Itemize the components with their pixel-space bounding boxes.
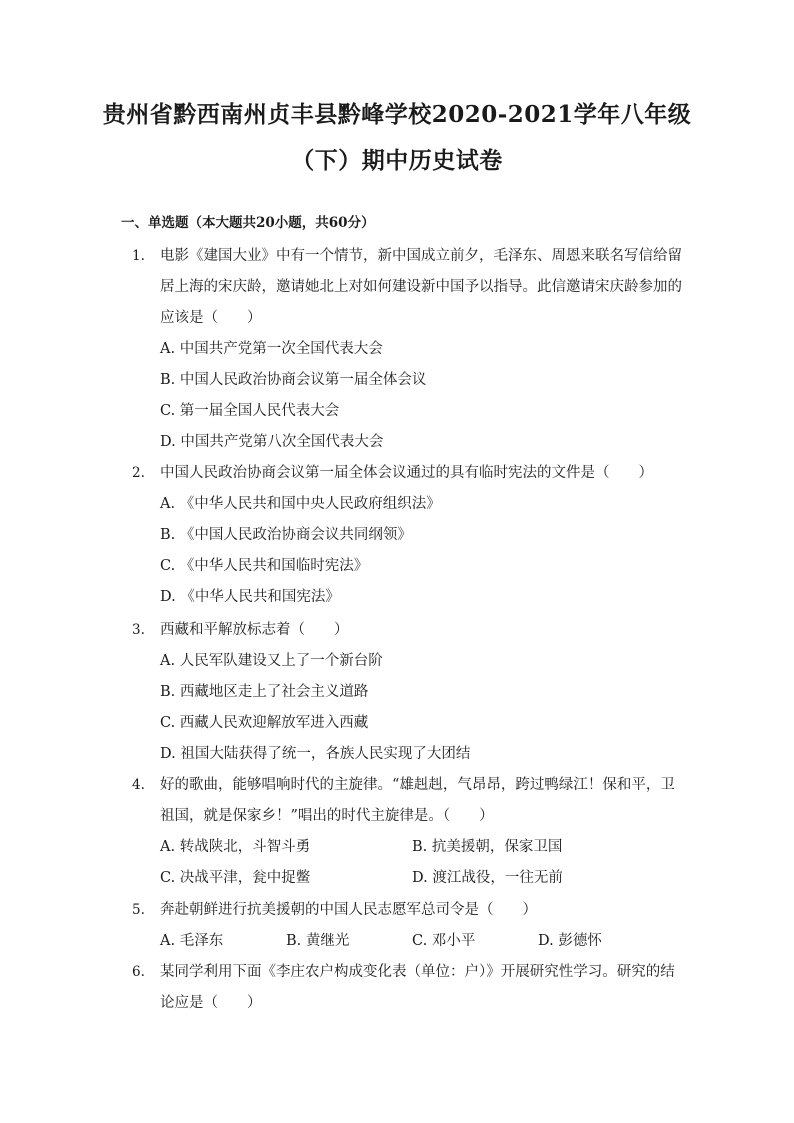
question-2-option-a: A. 《中华人民共和国中央人民政府组织法》	[160, 496, 441, 512]
question-3-option-b: B. 西藏地区走上了社会主义道路	[160, 684, 369, 700]
question-number: 1.	[132, 248, 145, 264]
question-4-text-line-1: 好的歌曲，能够唱响时代的主旋律。“雄赳赳，气昂昂，跨过鸭绿江！保和平，卫	[160, 777, 675, 793]
question-5-option-b: B. 黄继光	[286, 933, 350, 949]
question-5-option-a: A. 毛泽东	[160, 933, 224, 949]
question-2-text-line-1: 中国人民政治协商会议第一届全体会议通过的具有临时宪法的文件是（ ）	[160, 465, 653, 481]
question-1-option-b: B. 中国人民政治协商会议第一届全体会议	[160, 372, 427, 388]
question-4-option-b: B. 抗美援朝，保家卫国	[412, 839, 563, 855]
question-number: 6.	[132, 964, 145, 980]
question-2-option-b: B. 《中国人民政治协商会议共同纲领》	[160, 527, 412, 543]
question-number: 2.	[132, 465, 145, 481]
exam-title-line-2: （下）期中历史试卷	[291, 147, 503, 174]
exam-title-line-1: 贵州省黔西南州贞丰县黔峰学校2020-2021学年八年级	[102, 101, 692, 128]
question-6-text-line-2: 论应是（ ）	[160, 995, 262, 1011]
question-5-option-c: C. 邓小平	[412, 933, 476, 949]
question-4-text-line-2: 祖国，就是保家乡！”唱出的时代主旋律是。（ ）	[160, 808, 494, 824]
question-3-option-d: D. 祖国大陆获得了统一，各族人民实现了大团结	[160, 746, 471, 762]
question-6-text-line-1: 某同学利用下面《李庄农户构成变化表（单位：户）》开展研究性学习。研究的结	[160, 964, 675, 980]
question-4-option-c: C. 决战平津，瓮中捉鳖	[160, 870, 311, 886]
question-1-text-line-1: 电影《建国大业》中有一个情节，新中国成立前夕，毛泽东、周恩来联名写信给留	[160, 248, 682, 264]
question-3-option-c: C. 西藏人民欢迎解放军进入西藏	[160, 715, 369, 731]
question-3-text-line-1: 西藏和平解放标志着（ ）	[160, 622, 349, 638]
question-number: 4.	[132, 777, 145, 793]
section-heading: 一、单选题（本大题共20小题，共60分）	[121, 215, 375, 231]
question-1-option-a: A. 中国共产党第一次全国代表大会	[160, 341, 383, 357]
question-2-option-c: C. 《中华人民共和国临时宪法》	[160, 558, 369, 574]
question-4-option-d: D. 渡江战役，一往无前	[412, 870, 563, 886]
question-3-option-a: A. 人民军队建设又上了一个新台阶	[160, 653, 383, 669]
question-2-option-d: D. 《中华人民共和国宪法》	[160, 589, 340, 605]
question-5-option-d: D. 彭德怀	[538, 933, 602, 949]
question-number: 3.	[132, 622, 145, 638]
question-1-option-d: D. 中国共产党第八次全国代表大会	[160, 434, 384, 450]
question-1-option-c: C. 第一届全国人民代表大会	[160, 403, 340, 419]
question-4-option-a: A. 转战陕北，斗智斗勇	[160, 839, 311, 855]
question-number: 5.	[132, 902, 145, 918]
question-5-text-line-1: 奔赴朝鲜进行抗美援朝的中国人民志愿军总司令是（ ）	[160, 902, 537, 918]
question-1-text-line-3: 应该是（ ）	[160, 310, 262, 326]
question-1-text-line-2: 居上海的宋庆龄，邀请她北上对如何建设新中国予以指导。此信邀请宋庆龄参加的	[160, 279, 682, 295]
